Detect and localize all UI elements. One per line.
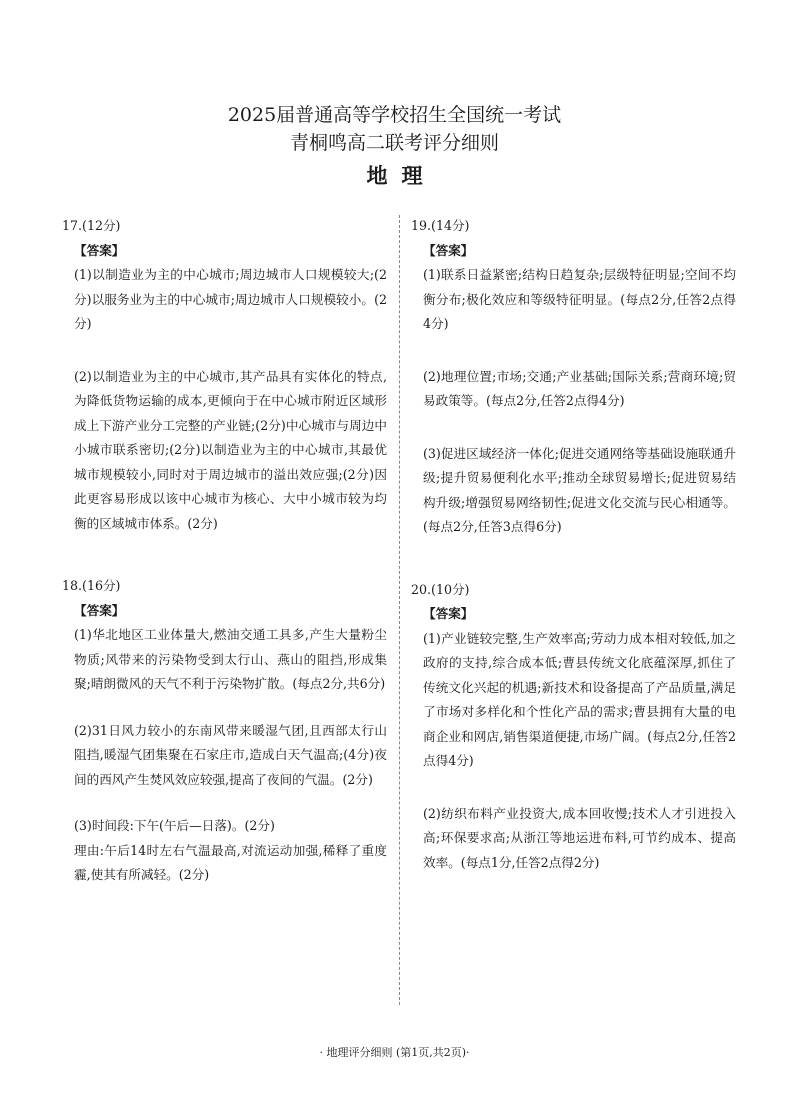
question-18 — [62, 574, 387, 888]
answer-label: 【答案】 — [74, 242, 125, 258]
question-20 — [411, 578, 736, 876]
answer-part: (2)纺织布料产业投资大,成本回收慢;技术人才引进投入高;环保要求高;从浙江等地运进布料,可节约成本、提高效率。(每点1分,任答2点得2分) — [423, 805, 736, 870]
answer-part: (1)产业链较完整,生产效率高;劳动力成本相对较低,加之政府的支持,综合成本低;曹县传统文化底蕴深厚,抓住了传统文化兴起的机遇;新技术和设备提高了产品质量,满足了市场对多样化和个性化产品的需求;曹县拥有大量的电商企业和网店,销售渠道便捷,市场广阔。(每点2分,任答2点得4分) — [423, 630, 736, 768]
question-19 — [411, 214, 736, 540]
question-number: 18.(16分) — [62, 578, 121, 593]
question-number: 17.(12分) — [62, 218, 121, 233]
column-divider — [399, 215, 400, 1005]
subject-title: 地理 — [366, 163, 437, 188]
page-footer: · 地理评分细则 (第1页,共2页)· — [319, 1046, 470, 1059]
exam-title: 2025届普通高等学校招生全国统一考试 — [227, 104, 562, 126]
right-column — [411, 214, 736, 875]
answer-label: 【答案】 — [74, 602, 125, 618]
exam-subtitle: 青桐鸣高二联考评分细则 — [289, 132, 499, 154]
answer-part: (2)31日风力较小的东南风带来暖湿气团,且西部太行山阻挡,暖湿气团集聚在石家庄市,造成白天气温高;(4分)夜间的西风产生焚风效应较强,提高了夜间的气温。(2分) — [74, 722, 387, 787]
question-17 — [62, 214, 387, 536]
answer-label: 【答案】 — [423, 606, 474, 621]
answer-part: 理由:午后14时左右气温最高,对流运动加强,稀释了重度霾,使其有所减轻。(2分) — [74, 842, 387, 882]
question-number: 20.(10分) — [411, 581, 470, 597]
answer-label: 【答案】 — [423, 242, 474, 258]
answer-part: (1)联系日益紧密;结构日趋复杂;层级特征明显;空间不均衡分布;极化效应和等级特征明显。(每点2分,任答2点得4分) — [423, 267, 736, 331]
question-number: 19.(14分) — [411, 218, 470, 233]
answer-part: (1)以制造业为主的中心城市;周边城市人口规模较大;(2分)以服务业为主的中心城市;周边城市人口规模较小。(2分) — [74, 267, 387, 331]
answer-part: (2)地理位置;市场;交通;产业基础;国际关系;营商环境;贸易政策等。(每点2分,任答2点得4分) — [423, 368, 736, 408]
answer-part: (2)以制造业为主的中心城市,其产品具有实体化的特点,为降低货物运输的成本,更倾向于在中心城市附近区域形成上下游产业分工完整的产业链;(2分)中心城市与周边中小城市联系密切;(2分)以制造业为主的中心城市,其最优城市规模较小,同时对于周边城市的溢出效应强;(2分)因此更容易形成以该中心城市为核心、大中小城市较为均衡的区域城市体系。(2分) — [74, 368, 387, 531]
left-column — [62, 214, 387, 888]
answer-part: (3)促进区域经济一体化;促进交通网络等基础设施联通升级;提升贸易便利化水平;推动全球贸易增长;促进贸易结构升级;增强贸易网络韧性;促进文化交流与民心相通等。(每点2分,任答3点得6分) — [423, 445, 736, 534]
answer-part: (1)华北地区工业体量大,燃油交通工具多,产生大量粉尘物质;风带来的污染物受到太行山、燕山的阻挡,形成集聚;晴朗微风的天气不利于污染物扩散。(每点2分,共6分) — [74, 627, 387, 691]
answer-part: (3)时间段:下午(午后—日落)。(2分) — [74, 818, 275, 833]
